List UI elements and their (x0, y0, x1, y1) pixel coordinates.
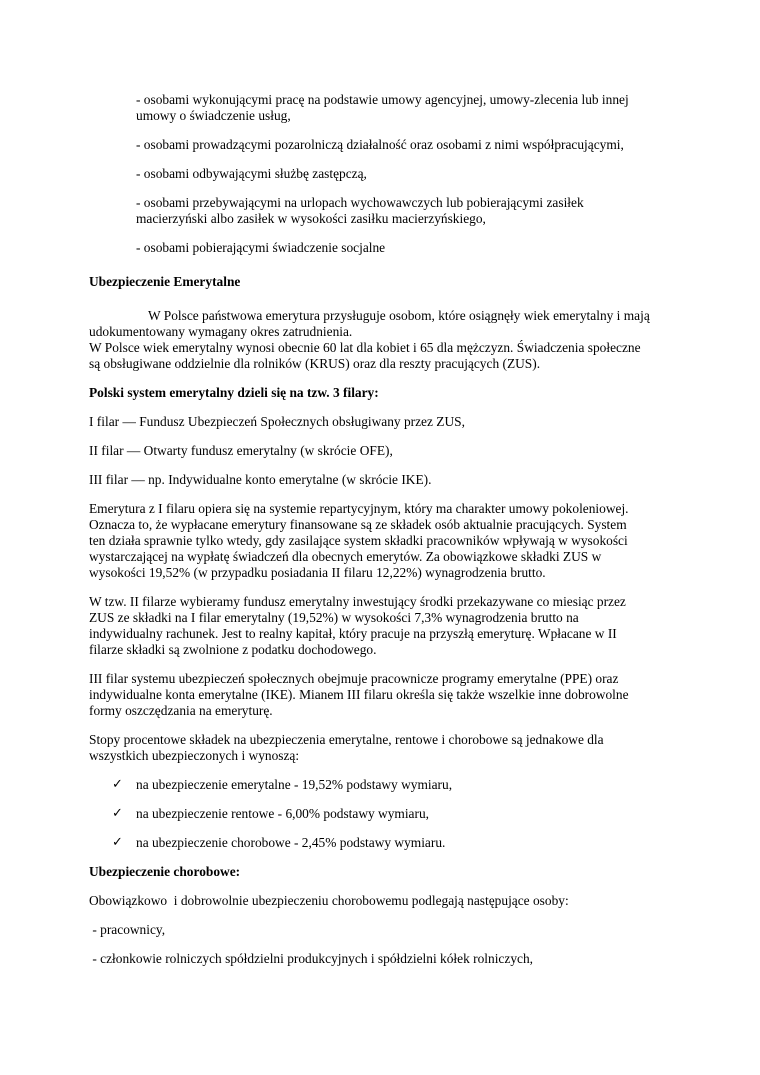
list-item: - członkowie rolniczych spółdzielni produkcyjnych i spółdzielni kółek rolniczych, (89, 951, 533, 966)
checkmark-icon: ✓ (112, 806, 123, 821)
paragraph-line: indywidualne konta emerytalne (IKE). Mianem III filaru określa się także wszelkie inne dobrowolne (89, 687, 629, 702)
paragraph-line: Stopy procentowe składek na ubezpieczenia emerytalne, rentowe i chorobowe są jednakowe dla (89, 732, 604, 747)
list-item: - osobami przebywającymi na urlopach wychowawczych lub pobierającymi zasiłek (136, 195, 584, 210)
paragraph-line: wszystkich ubezpieczonych i wynoszą: (89, 748, 300, 763)
list-item: III filar — np. Indywidualne konto emerytalne (w skrócie IKE). (89, 472, 432, 487)
paragraph-line: filarze składki są zwolnione z podatku dochodowego. (89, 642, 377, 657)
checkmark-icon: ✓ (112, 777, 123, 792)
paragraph-line: ZUS ze składki na I filar emerytalny (19,52%) w wysokości 7,3% wynagrodzenia brutto na (89, 610, 579, 625)
checklist-item-text: na ubezpieczenie chorobowe - 2,45% podstawy wymiaru. (136, 835, 446, 850)
paragraph-line: formy oszczędzania na emeryturę. (89, 703, 273, 718)
list-item: II filar — Otwarty fundusz emerytalny (w skrócie OFE), (89, 443, 393, 458)
checklist-item (112, 835, 446, 851)
paragraph-line: W Polsce wiek emerytalny wynosi obecnie 60 lat dla kobiet i 65 dla mężczyzn. Świadczenia społeczne (89, 340, 641, 355)
section-heading: Polski system emerytalny dzieli się na tzw. 3 filary: (89, 385, 379, 400)
paragraph-line: indywidualny rachunek. Jest to realny kapitał, który pracuje na przyszłą emeryturę. Wpłacane w II (89, 626, 617, 641)
checklist-item-text: na ubezpieczenie emerytalne - 19,52% podstawy wymiaru, (136, 777, 453, 792)
paragraph-line: Oznacza to, że wypłacane emerytury finansowane są ze składek osób aktualnie pracujących. System (89, 517, 627, 532)
checklist-item (112, 777, 453, 793)
section-heading: Ubezpieczenie Emerytalne (89, 274, 241, 289)
list-item: - osobami odbywającymi służbę zastępczą, (136, 166, 367, 181)
list-item: - osobami pobierającymi świadczenie socjalne (136, 240, 386, 255)
list-item: - osobami wykonującymi pracę na podstawie umowy agencyjnej, umowy-zlecenia lub innej (136, 92, 629, 107)
paragraph-line: są obsługiwane oddzielnie dla rolników (KRUS) oraz dla reszty pracujących (ZUS). (89, 356, 541, 371)
list-item: - osobami prowadzącymi pozarolniczą działalność oraz osobami z nimi współpracującymi, (136, 137, 624, 152)
checkmark-icon: ✓ (112, 835, 123, 850)
paragraph-line: ten działa sprawnie tylko wtedy, gdy zasilające system składki pracowników wpływają w wysokości (89, 533, 628, 548)
list-item-continuation: macierzyński albo zasiłek w wysokości zasiłku macierzyńskiego, (136, 211, 486, 226)
paragraph-line: III filar systemu ubezpieczeń społecznych obejmuje pracownicze programy emerytalne (PPE) oraz (89, 671, 619, 686)
list-item-continuation: umowy o świadczenie usług, (136, 108, 291, 123)
section-heading: Ubezpieczenie chorobowe: (89, 864, 241, 879)
paragraph-line: Obowiązkowo i dobrowolnie ubezpieczeniu chorobowemu podlegają następujące osoby: (89, 893, 569, 908)
paragraph-line: Emerytura z I filaru opiera się na systemie repartycyjnym, który ma charakter umowy pokoleniowej. (89, 501, 629, 516)
paragraph-line: wystarczającej na wypłatę świadczeń dla obecnych emerytów. Za obowiązkowe składki ZUS w (89, 549, 602, 564)
checklist-item (112, 806, 429, 822)
paragraph-line: W tzw. II filarze wybieramy fundusz emerytalny inwestujący środki przekazywane co miesiąc przez (89, 594, 626, 609)
paragraph-line: W Polsce państwowa emerytura przysługuje osobom, które osiągnęły wiek emerytalny i mają (148, 308, 650, 323)
paragraph-line: udokumentowany wymagany okres zatrudnienia. (89, 324, 353, 339)
paragraph-line: wysokości 19,52% (w przypadku posiadania II filaru 12,22%) wynagrodzenia brutto. (89, 565, 546, 580)
checklist-item-text: na ubezpieczenie rentowe - 6,00% podstawy wymiaru, (136, 806, 429, 821)
list-item: - pracownicy, (89, 922, 166, 937)
list-item: I filar — Fundusz Ubezpieczeń Społecznych obsługiwany przez ZUS, (89, 414, 465, 429)
